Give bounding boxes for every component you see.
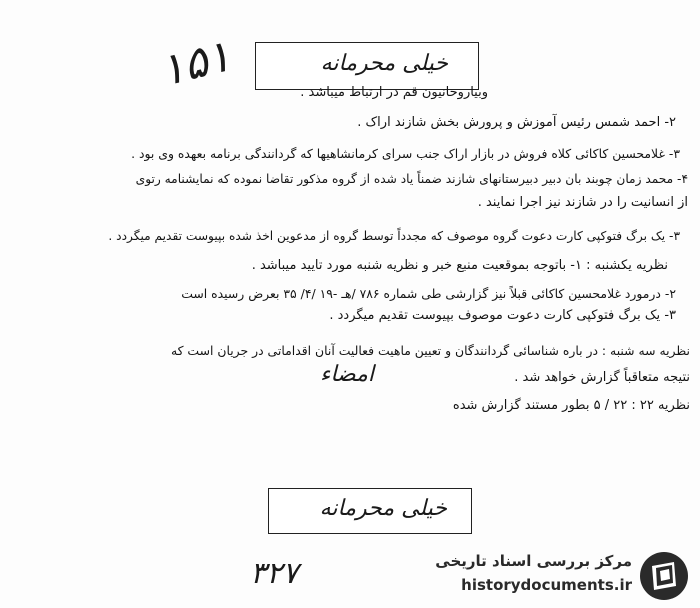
watermark-title: مرکز بررسی اسناد تاریخی — [435, 552, 632, 570]
body-line-7: نظریه یکشنبه : ۱- باتوجه بموقعیت منبع خبر و نظریه شنبه مورد تایید میباشد . — [251, 258, 668, 273]
watermark — [404, 550, 694, 602]
body-line-12: نظریه ۲۲ : ۲۲ / ۵ بطور مستند گزارش شده — [452, 398, 690, 413]
body-line-4: ۴- محمد زمان چوبند بان دبیر دبیرستانهای شازند ضمناً یاد شده از گروه مذکور تقاضا نموده که نمایشنامه رتوی — [135, 172, 688, 186]
body-line-2: ۲- احمد شمس رئیس آموزش و پرورش بخش شازند اراک . — [357, 115, 676, 130]
body-line-10: نظریه سه شنبه : در باره شناسائی گردانندگان و تعیین ماهیت فعالیت آنان اقداماتی در جریان است که — [170, 343, 690, 358]
body-line-8: ۲- درمورد غلامحسین کاکائی قبلاً نیز گزارشی طی شماره ۷۸۶ /هـ -۱۹ /۴/ ۳۵ بعرض رسیده است — [181, 286, 676, 301]
page-number-top: ۱۵۱ — [154, 30, 237, 97]
body-line-11: نتیجه متعاقباً گزارش خواهد شد . — [514, 370, 690, 385]
body-line-6: ۳- یک برگ فتوکپی کارت دعوت گروه موصوف که مجدداً توسط گروه از مدعوین اخذ شده بپیوست تقدیم میگردد . — [108, 229, 680, 243]
classification-stamp-top — [255, 42, 479, 90]
classification-stamp-bottom-text: خیلی محرمانه — [319, 496, 447, 521]
watermark-url: historydocuments.ir — [461, 576, 632, 594]
page-number-bottom: ۳۲۷ — [250, 556, 299, 591]
archive-logo-icon — [638, 550, 690, 602]
body-line-5: از انسانیت را در شازند نیز اجرا نمایند . — [477, 195, 688, 210]
body-line-1: وبیاروحانیون قم در ارتباط میباشد . — [300, 85, 488, 100]
signature: امضاء — [320, 362, 375, 387]
body-line-9: ۳- یک برگ فتوکپی کارت دعوت موصوف بپیوست تقدیم میگردد . — [329, 308, 676, 323]
body-line-3: ۳- غلامحسین کاکائی کلاه فروش در بازار اراک جنب سرای کرمانشاهیها که گردانندگی برنامه بعهده وی بود . — [131, 146, 680, 161]
classification-stamp-top-text: خیلی محرمانه — [320, 51, 448, 76]
classification-stamp-bottom — [268, 488, 472, 534]
